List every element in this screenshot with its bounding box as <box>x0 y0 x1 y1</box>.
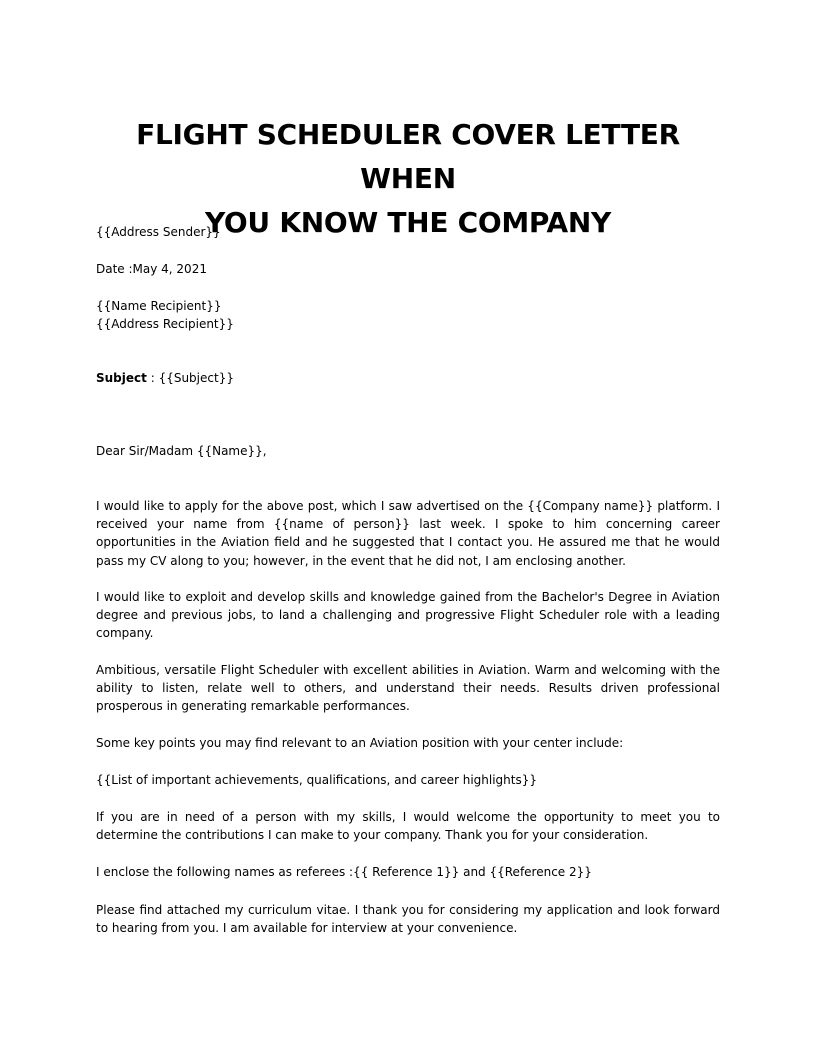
title-line-2: YOU KNOW THE COMPANY <box>204 206 612 239</box>
paragraph-profile: Ambitious, versatile Flight Scheduler with excellent abilities in Aviation. Warm and welcoming with the ability to listen, relate well to others, and understand their needs. Results driven professional prosperous in generating remarkable performances. <box>96 663 720 714</box>
recipient-address: {{Address Recipient}} <box>96 317 234 332</box>
letter-date: Date :May 4, 2021 <box>96 262 207 276</box>
address-sender: {{Address Sender}} <box>96 225 221 239</box>
paragraph-attachment: Please find attached my curriculum vitae. I thank you for considering my application and look forward to hearing from you. I am available for interview at your convenience. <box>96 903 720 936</box>
paragraph-application: I would like to apply for the above post, which I saw advertised on the {{Company name}} platform. I received your name from {{name of person}} last week. I spoke to him concerning career opportunities in the Aviation field and he suggested that I contact you. He assured me that he would pass my CV along to you; however, in the event that he did not, I am enclosing another. <box>96 499 720 568</box>
paragraph-referees: I enclose the following names as referees :{{ Reference 1}} and {{Reference 2}} <box>96 865 592 879</box>
paragraph-closing: If you are in need of a person with my skills, I would welcome the opportunity to meet you to determine the contributions I can make to your company. Thank you for your consideration. <box>96 810 720 843</box>
title-line-1: FLIGHT SCHEDULER COVER LETTER WHEN <box>136 118 680 195</box>
recipient-block <box>96 297 720 333</box>
paragraph-achievements: {{List of important achievements, qualifications, and career highlights}} <box>96 773 537 787</box>
salutation: Dear Sir/Madam {{Name}}, <box>96 444 267 458</box>
subject-value: : {{Subject}} <box>146 371 234 385</box>
recipient-name: {{Name Recipient}} <box>96 299 222 313</box>
paragraph-key-points: Some key points you may find relevant to an Aviation position with your center include: <box>96 736 624 750</box>
subject-line <box>96 369 720 387</box>
subject-label: Subject <box>96 371 147 385</box>
paragraph-skills: I would like to exploit and develop skills and knowledge gained from the Bachelor's Degree in Aviation degree and previous jobs, to land a challenging and progressive Flight Scheduler role with a leading company. <box>96 590 720 641</box>
